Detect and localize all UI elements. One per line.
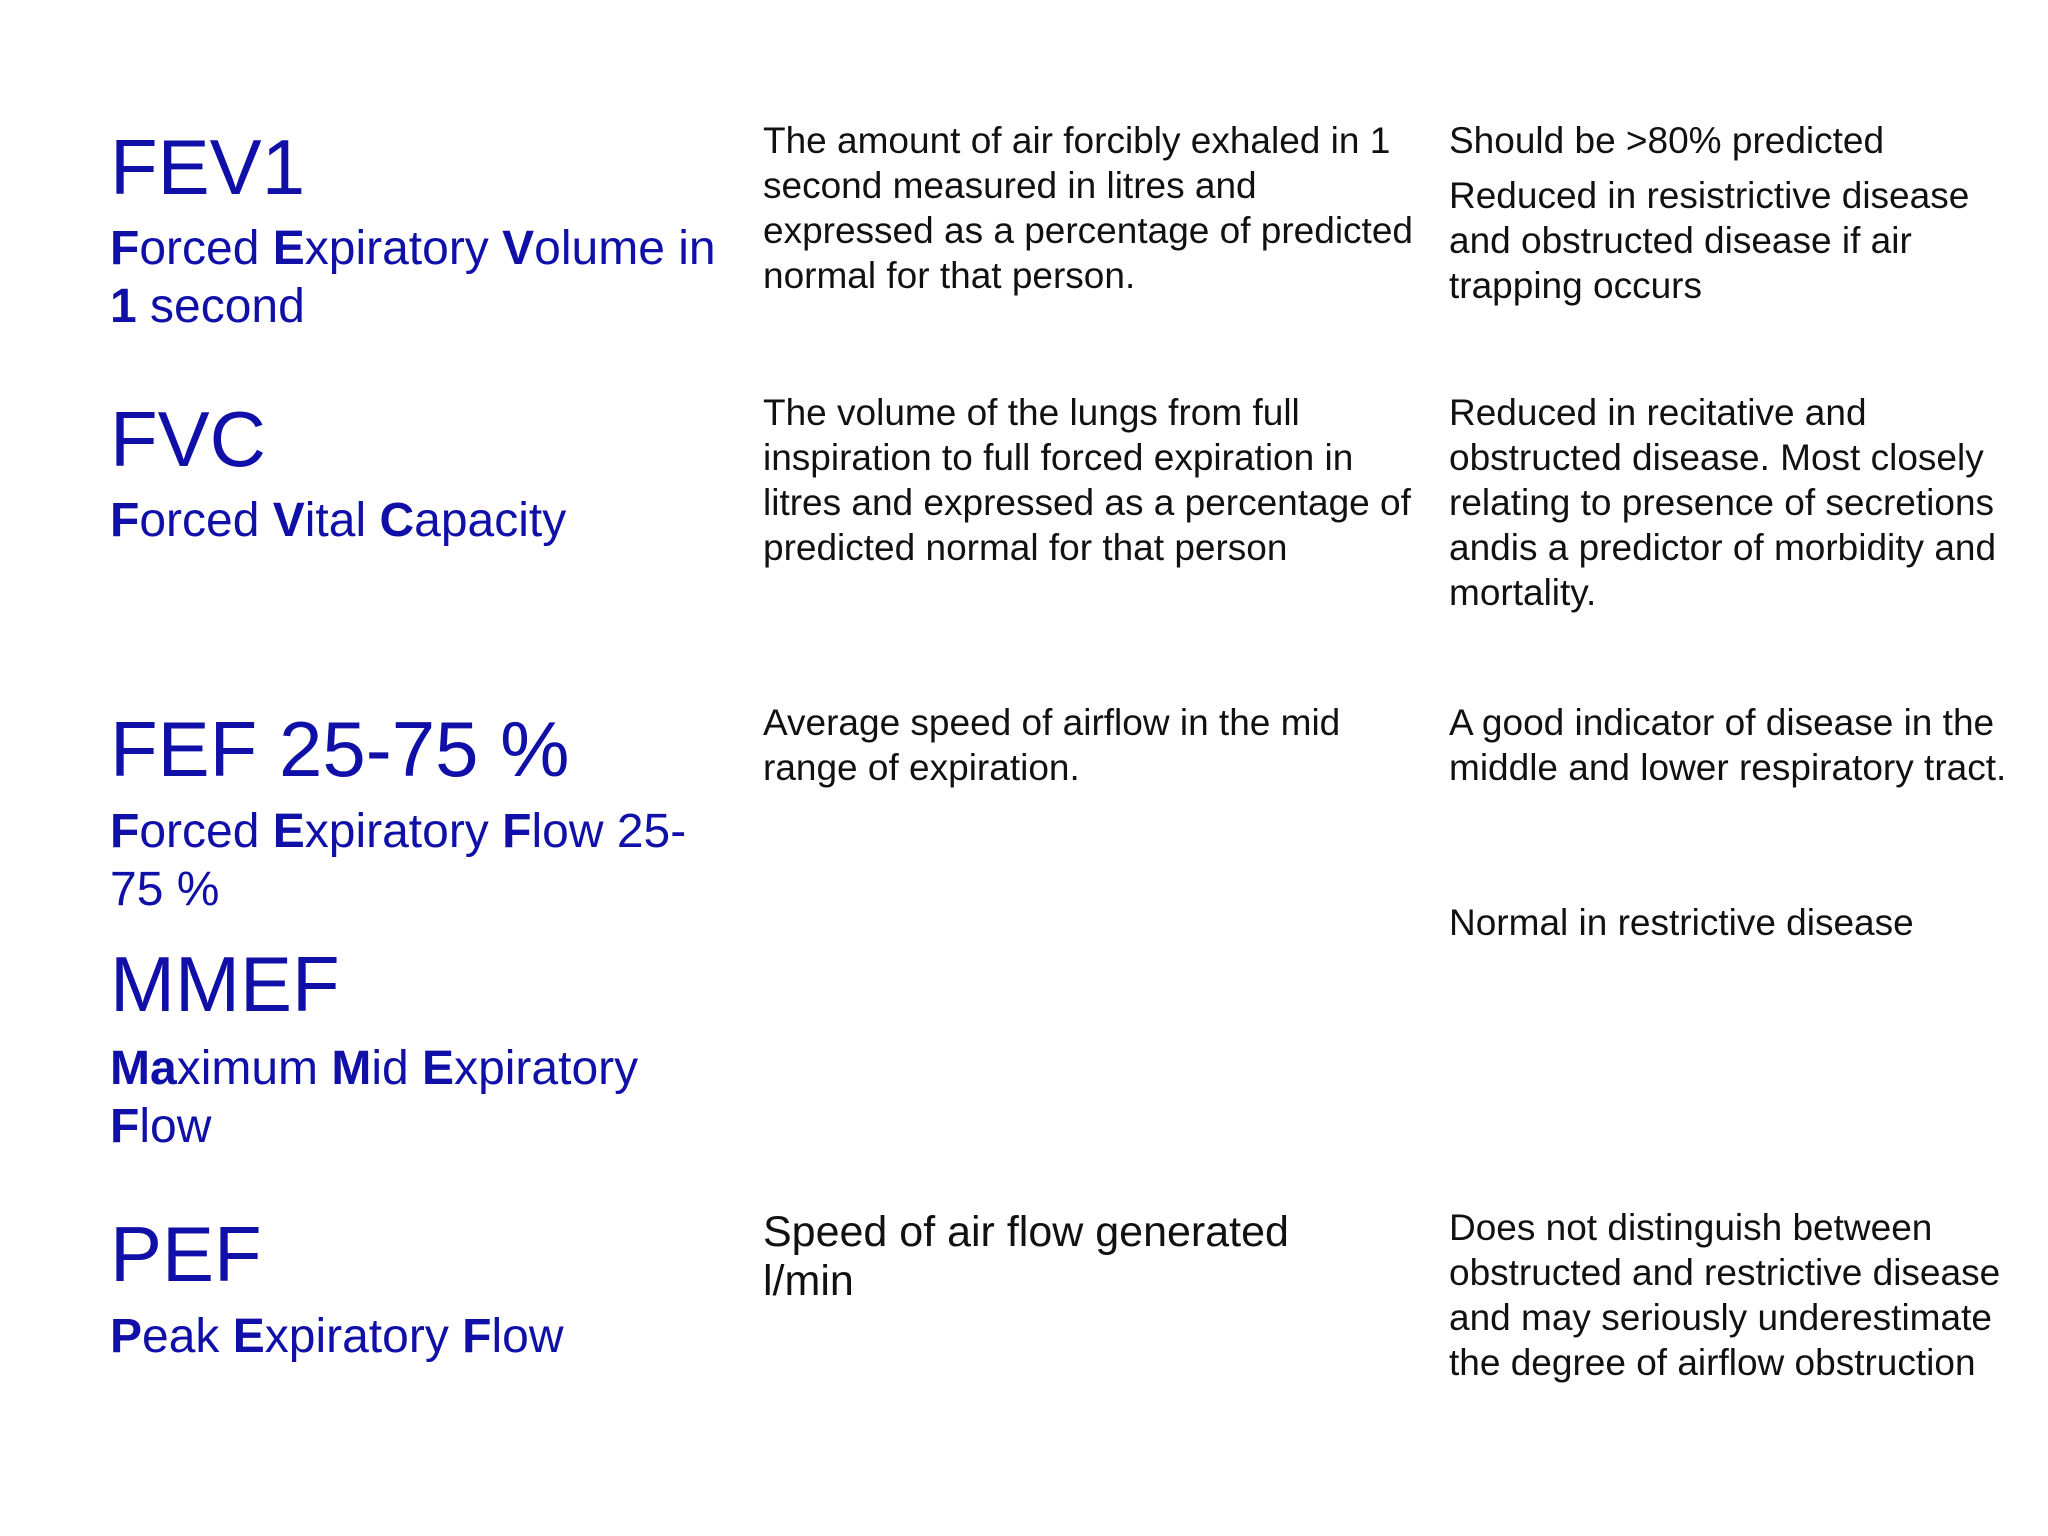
initial-letter: Ma: [110, 1042, 177, 1095]
initial-letter: E: [272, 805, 305, 858]
pef-note: Does not distinguish between obstructed and restrictive disease and may seriously underestimate the degree of airflow obstruction: [1449, 1207, 2001, 1383]
name-text: orced: [139, 222, 273, 275]
fev1-note-reduced: Reduced in resistrictive disease and obstructed disease if air trapping occurs: [1449, 175, 1970, 306]
fef-description: Average speed of airflow in the mid range of expiration.: [763, 702, 1341, 788]
name-text: orced: [139, 805, 273, 858]
fef-note-indicator: A good indicator of disease in the middle and lower respiratory tract.: [1449, 702, 2007, 788]
initial-letter: E: [232, 1310, 265, 1363]
fvc-full-name: [110, 492, 750, 550]
fef-abbreviation: FEF 25-75 %: [110, 705, 570, 793]
name-text: low 25-75 %: [110, 805, 687, 916]
name-text: second: [136, 280, 305, 333]
initial-letter: F: [462, 1310, 492, 1363]
initial-letter: F: [110, 1100, 140, 1153]
initial-letter: F: [110, 494, 140, 547]
fev1-description: The amount of air forcibly exhaled in 1 second measured in litres and expressed as a percentage of predicted normal for that person.: [763, 120, 1413, 296]
initial-letter: M: [331, 1042, 372, 1095]
initial-letter: V: [272, 494, 305, 547]
name-text: apacity: [414, 494, 567, 547]
name-text: low: [491, 1310, 564, 1363]
mmef-abbreviation: MMEF: [110, 940, 340, 1028]
initial-letter: F: [502, 805, 532, 858]
name-text: xpiratory: [304, 222, 503, 275]
pef-full-name: [110, 1308, 750, 1366]
name-text: xpiratory: [304, 805, 503, 858]
initial-letter: V: [502, 222, 535, 275]
fev1-full-name: [110, 220, 730, 336]
name-text: eak: [142, 1310, 233, 1363]
initial-letter: P: [110, 1310, 143, 1363]
initial-letter: F: [110, 805, 140, 858]
initial-letter: 1: [110, 280, 137, 333]
name-text: orced: [139, 494, 273, 547]
initial-letter: E: [272, 222, 305, 275]
pef-abbreviation: PEF: [110, 1210, 262, 1298]
initial-letter: F: [110, 222, 140, 275]
initial-letter: C: [379, 494, 415, 547]
name-text: olume in: [534, 222, 716, 275]
name-text: id: [371, 1042, 423, 1095]
name-text: xpiratory: [454, 1042, 639, 1095]
name-text: low: [139, 1100, 212, 1153]
name-text: xpiratory: [264, 1310, 463, 1363]
initial-letter: E: [422, 1042, 455, 1095]
fef-full-name: [110, 803, 690, 919]
fef-note-normal: Normal in restrictive disease: [1449, 902, 1914, 943]
pef-description: Speed of air flow generated l/min: [763, 1208, 1289, 1305]
mmef-full-name: [110, 1040, 730, 1156]
fev1-abbreviation: FEV1: [110, 123, 306, 211]
fvc-note: Reduced in recitative and obstructed disease. Most closely relating to presence of secretions andis a predictor of morbidity and mortality.: [1449, 392, 1997, 613]
fev1-note-target: Should be >80% predicted: [1449, 120, 1885, 161]
fvc-description: The volume of the lungs from full inspiration to full forced expiration in litres and expressed as a percentage of predicted normal for that person: [763, 392, 1411, 568]
name-text: ximum: [176, 1042, 332, 1095]
fvc-abbreviation: FVC: [110, 395, 266, 483]
name-text: ital: [304, 494, 380, 547]
